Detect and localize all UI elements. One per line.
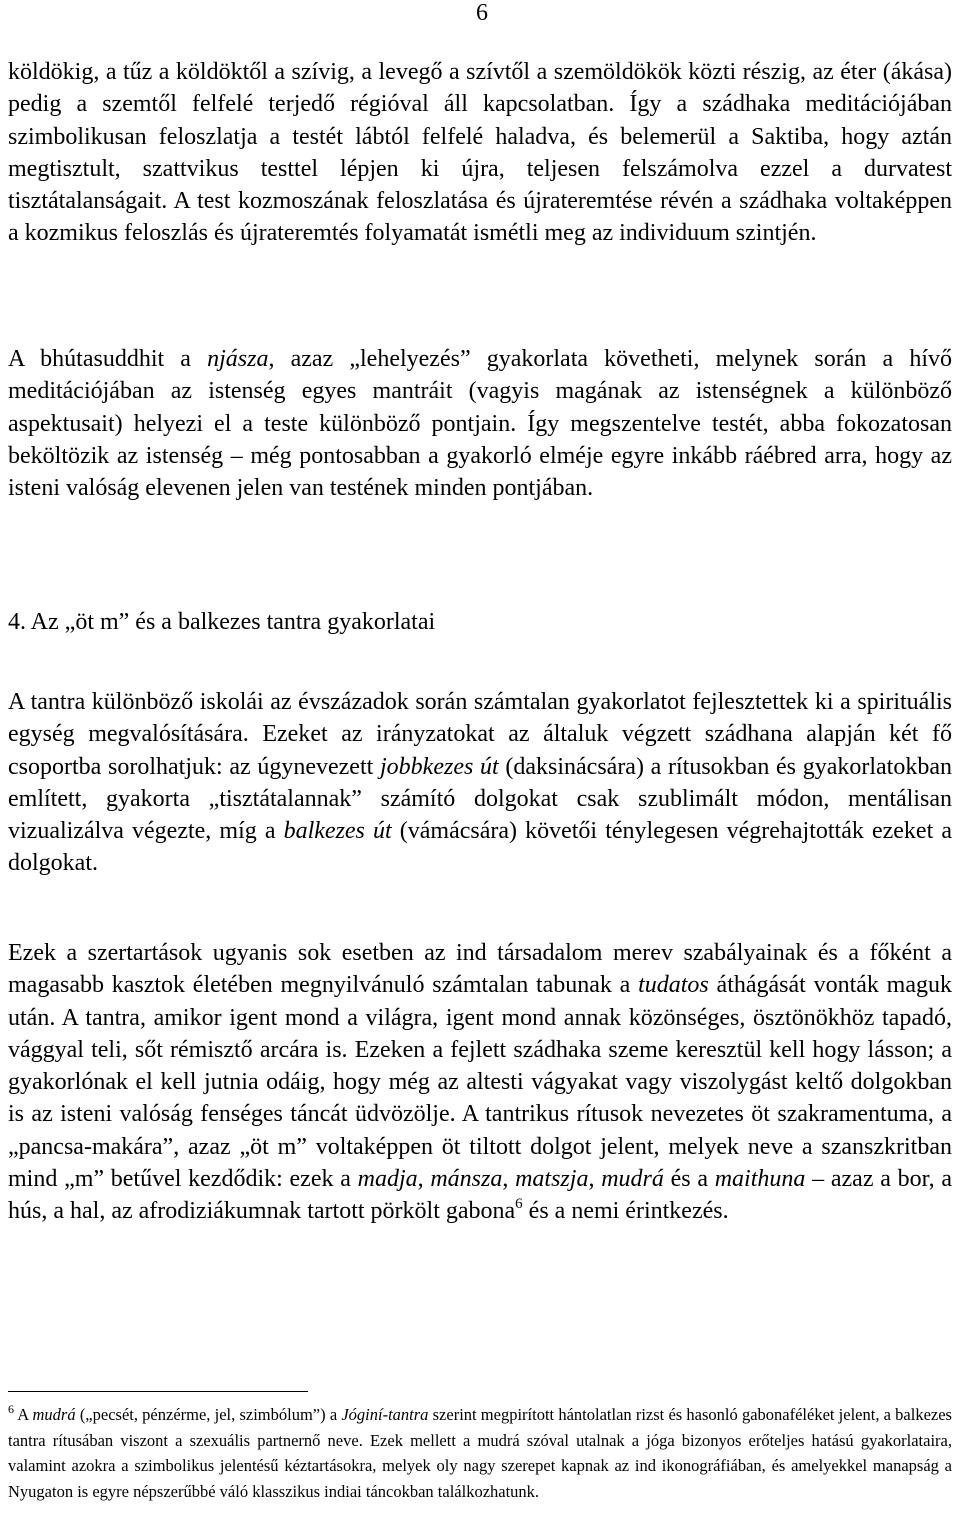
text-run: Ezek a szertartások ugyanis sok esetben az ind társadalom merev szabályainak és a főként a magasabb kasztok életében megnyilvánuló számtalan tabunak a — [8, 940, 952, 999]
text-run: , — [417, 1166, 431, 1193]
text-run: és a — [663, 1166, 715, 1193]
text-run: , azaz „lehelyezés” gyakorlata követheti, melynek során a hívő meditációjában az istenség egyes mantráit (vagyis magának az istenségnek a különböző aspektusait) helyezi el a teste különböző pontjain. Így megszentelve testét, abba fokozatosan beköltözik az istenség – még pontosabban a gyakorló elméje egyre inkább ráébred arra, hogy az isteni valóság elevenen jelen van testének minden pontjában. — [8, 346, 953, 502]
text-run: A — [14, 1405, 33, 1424]
footnote-mark: 6 — [8, 1402, 14, 1416]
paragraph-4 — [8, 937, 952, 1228]
italic-term: jobbkezes út — [380, 753, 499, 780]
italic-term: balkezes út — [283, 818, 392, 845]
footnote — [8, 1402, 952, 1504]
footnote-separator — [8, 1391, 308, 1392]
text-run: , — [588, 1166, 602, 1193]
text-run: (vámácsára) követői ténylegesen végrehajtották ezeket a dolgokat. — [8, 818, 952, 877]
text-run: A bhútasuddhit a — [8, 346, 208, 372]
paragraph-4-text — [8, 937, 952, 1228]
italic-term: tudatos — [638, 972, 709, 999]
paragraph-2 — [8, 343, 952, 504]
text-run: , — [502, 1166, 516, 1193]
text-run: – azaz a bor, a hús, a hal, az afrodiziákumnak tartott pörkölt gabona — [8, 1166, 953, 1225]
italic-term: madja — [357, 1166, 418, 1193]
text-run: szerint megpirított hántolatlan rizst és hasonló gabonaféléket jelent, a balkezes tantra rítusában viszont a szexuális partnernő neve. Ezek mellett a mudrá szóval utalnak a jóga bizonyos erőteljes hatású gyakorlataira, valamint azokra a szimbolikus jelentésű kéztartásokra, melyek oly nagy szerepet kapnak az ind ikonográfiában, és amelyekkel manapság a Nyugaton is egyre népszerűbbé váló klasszikus indiai táncokban találkozhatunk. — [8, 1405, 952, 1501]
section-heading: 4. Az „öt m” és a balkezes tantra gyakorlatai — [8, 609, 436, 635]
footnote-reference[interactable]: 6 — [515, 1196, 523, 1213]
italic-term: mánsza — [430, 1166, 503, 1193]
paragraph-1-text: köldökig, a tűz a köldöktől a szívig, a levegő a szívtől a szemöldökök közti részig, az éter (ákása) pedig a szemtől felfelé terjedő régióval áll kapcsolatban. Így a szádhaka meditációjában szimbolikusan feloszlatja a testét lábtól felfelé haladva, és belemerül a Saktiba, hogy aztán megtisztult, szattvikus testtel lépjen ki újra, teljesen felszámolva ezzel a durvatest tisztátalanságait. A test kozmoszának feloszlatása és újrateremtése révén a szádhaka voltaképpen a kozmikus feloszlás és újrateremtés folyamatát ismétli meg az individuum szintjén. — [8, 59, 952, 247]
italic-term: matszja — [515, 1166, 589, 1193]
text-run: A tantra különböző iskolái az évszázadok során számtalan gyakorlatot fejlesztettek ki a spirituális egység megvalósítására. Ezeket az irányzatokat az általuk végzett szádhana alapján két fő csoportba sorolhatjuk: az úgynevezett — [8, 689, 952, 780]
paragraph-1 — [8, 56, 952, 250]
italic-term: njásza — [207, 346, 269, 372]
paragraph-2-text — [8, 343, 952, 504]
italic-term: maithuna — [714, 1166, 806, 1193]
text-run: áthágását vonták maguk után. A tantra, amikor igent mond a világra, igent mond annak közönséges, ösztönökhöz tapadó, vággyal teli, sőt rémisztő arcára is. Ezeken a fejlett szádhaka szeme keresztül kell hogy lásson; a gyakorlónak el kell jutnia odáig, hogy még az altesti vágyakat vagy viszolygást keltő dolgokban is az isteni valóság fenséges táncát üdvözölje. A tantrikus rítusok nevezetes öt szakramentuma, a „pancsa-makára”, azaz „öt m” voltaképpen öt tiltott dolgot jelent, melyek neve a szanszkritban mind „m” betűvel kezdődik: ezek a — [8, 972, 952, 1193]
italic-term: mudrá — [32, 1405, 76, 1424]
paragraph-3-text — [8, 686, 952, 880]
text-run: és a nemi érintkezés. — [522, 1198, 729, 1225]
page-number: 6 — [476, 0, 488, 26]
paragraph-3 — [8, 686, 952, 880]
italic-term: mudrá — [601, 1166, 664, 1193]
text-run: (daksinácsára) a rítusokban és gyakorlatokban említett, gyakorta „tisztátalannak” számító dolgokat csak szublimált módon, mentálisan vizualizálva végezte, míg a — [8, 753, 952, 845]
italic-term: Jóginí-tantra — [341, 1405, 429, 1424]
text-run: („pecsét, pénzérme, jel, szimbólum”) a — [75, 1405, 342, 1424]
